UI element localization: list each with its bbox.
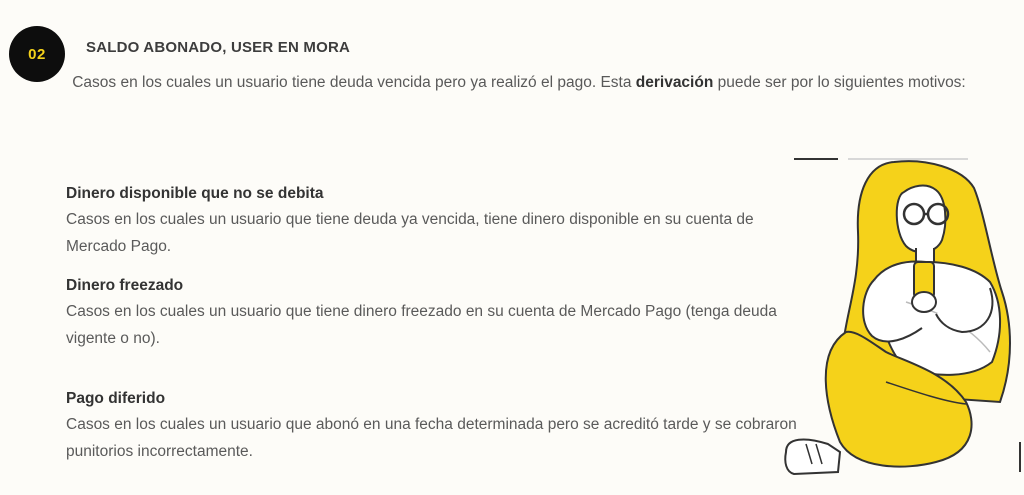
reason-body: Casos en los cuales un usuario que tiene dinero freezado en su cuenta de Mercado Pago (tenga deuda vigente o no). <box>66 303 777 347</box>
section-title: SALDO ABONADO, USER EN MORA <box>86 39 351 56</box>
reason-available-money <box>66 184 806 260</box>
step-number: 02 <box>28 45 46 63</box>
intro-text-start: Casos en los cuales un usuario tiene deuda vencida pero ya realizó el pago. Esta <box>72 74 636 91</box>
reason-frozen-money <box>66 276 806 352</box>
intro-paragraph <box>70 66 968 99</box>
step-number-badge <box>9 26 65 82</box>
reason-body: Casos en los cuales un usuario que abonó en una fecha determinada pero se acreditó tarde y se cobraron punitorios incorrectamente. <box>66 416 797 460</box>
reason-title: Dinero disponible que no se debita <box>66 185 324 202</box>
woman-with-phone-illustration <box>776 152 1024 482</box>
intro-bold-term: derivación <box>635 74 714 91</box>
intro-text-end: puede ser por lo siguientes motivos: <box>713 74 966 91</box>
reason-title: Pago diferido <box>66 390 166 407</box>
reason-title: Dinero freezado <box>66 277 184 294</box>
reason-body: Casos en los cuales un usuario que tiene deuda ya vencida, tiene dinero disponible en su cuenta de Mercado Pago. <box>66 211 754 255</box>
reason-deferred-payment <box>66 389 806 465</box>
